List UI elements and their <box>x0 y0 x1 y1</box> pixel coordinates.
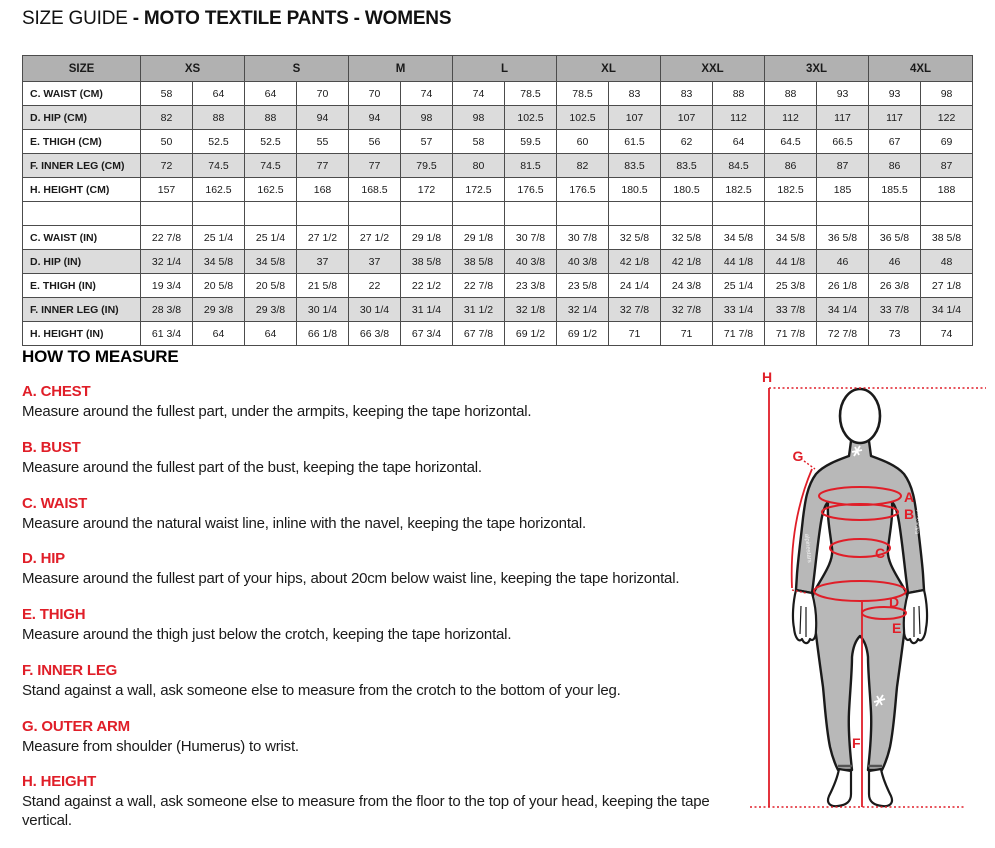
spacer-cell <box>817 202 869 226</box>
size-value-cell: 42 1/8 <box>661 250 713 274</box>
spacer-cell <box>921 202 973 226</box>
size-value-cell: 36 5/8 <box>869 226 921 250</box>
size-value-cell: 71 <box>609 322 661 346</box>
measure-text: Stand against a wall, ask someone else to measure from the floor to the top of your head, keeping the tape vertical. <box>22 793 710 829</box>
size-value-cell: 176.5 <box>557 178 609 202</box>
size-value-cell: 59.5 <box>505 130 557 154</box>
size-value-cell: 69 1/2 <box>557 322 609 346</box>
size-header-m: M <box>349 56 453 82</box>
row-label: C. WAIST (CM) <box>23 82 141 106</box>
size-value-cell: 162.5 <box>245 178 297 202</box>
size-value-cell: 27 1/8 <box>921 274 973 298</box>
size-value-cell: 33 7/8 <box>869 298 921 322</box>
size-value-cell: 40 3/8 <box>557 250 609 274</box>
size-value-cell: 72 <box>141 154 193 178</box>
size-column-header: SIZE <box>23 56 141 82</box>
size-value-cell: 67 7/8 <box>453 322 505 346</box>
measure-heading: B. BUST <box>22 438 81 456</box>
size-value-cell: 52.5 <box>245 130 297 154</box>
size-value-cell: 117 <box>869 106 921 130</box>
measure-text: Measure around the fullest part of your hips, about 20cm below waist line, keeping the tape horizontal. <box>22 570 680 588</box>
size-header-4xl: 4XL <box>869 56 973 82</box>
size-value-cell: 80 <box>453 154 505 178</box>
size-value-cell: 83.5 <box>661 154 713 178</box>
size-value-cell: 29 3/8 <box>245 298 297 322</box>
figure-label-b: B <box>904 506 915 522</box>
size-value-cell: 82 <box>557 154 609 178</box>
size-value-cell: 66 3/8 <box>349 322 401 346</box>
size-value-cell: 182.5 <box>713 178 765 202</box>
size-value-cell: 185.5 <box>869 178 921 202</box>
size-value-cell: 64 <box>193 82 245 106</box>
size-value-cell: 83.5 <box>609 154 661 178</box>
size-value-cell: 83 <box>661 82 713 106</box>
size-value-cell: 74.5 <box>193 154 245 178</box>
figure-label-a: A <box>904 489 915 505</box>
size-value-cell: 66.5 <box>817 130 869 154</box>
measure-sections <box>22 383 762 831</box>
size-value-cell: 29 3/8 <box>193 298 245 322</box>
size-value-cell: 172 <box>401 178 453 202</box>
size-value-cell: 107 <box>661 106 713 130</box>
measure-text: Stand against a wall, ask someone else to measure from the crotch to the bottom of your leg. <box>22 681 621 699</box>
size-value-cell: 20 5/8 <box>245 274 297 298</box>
size-value-cell: 82 <box>141 106 193 130</box>
size-value-cell: 37 <box>297 250 349 274</box>
size-value-cell: 60 <box>557 130 609 154</box>
size-value-cell: 58 <box>453 130 505 154</box>
size-value-cell: 27 1/2 <box>297 226 349 250</box>
size-value-cell: 19 3/4 <box>141 274 193 298</box>
spacer-cell <box>297 202 349 226</box>
size-value-cell: 26 3/8 <box>869 274 921 298</box>
left-forearm-brand-text: alpinestars <box>803 533 813 564</box>
figure-label-c: C <box>875 545 886 561</box>
size-value-cell: 182.5 <box>765 178 817 202</box>
left-foot <box>828 769 851 806</box>
spacer-cell <box>245 202 297 226</box>
size-value-cell: 72 7/8 <box>817 322 869 346</box>
size-value-cell: 73 <box>869 322 921 346</box>
size-value-cell: 87 <box>817 154 869 178</box>
size-value-cell: 31 1/2 <box>453 298 505 322</box>
figure-label-d: D <box>889 594 900 610</box>
table-row <box>23 322 973 346</box>
size-value-cell: 36 5/8 <box>817 226 869 250</box>
size-value-cell: 31 1/4 <box>401 298 453 322</box>
size-value-cell: 185 <box>817 178 869 202</box>
size-header-xs: XS <box>141 56 245 82</box>
spacer-cell <box>869 202 921 226</box>
size-value-cell: 86 <box>869 154 921 178</box>
measure-text: Measure from shoulder (Humerus) to wrist. <box>22 737 299 755</box>
size-value-cell: 30 7/8 <box>557 226 609 250</box>
figure-label-f: F <box>852 735 861 751</box>
size-value-cell: 34 5/8 <box>713 226 765 250</box>
spacer-cell <box>453 202 505 226</box>
head <box>840 389 880 443</box>
size-value-cell: 74 <box>921 322 973 346</box>
size-header-l: L <box>453 56 557 82</box>
size-value-cell: 78.5 <box>557 82 609 106</box>
table-row <box>23 106 973 130</box>
spacer-cell <box>193 202 245 226</box>
size-value-cell: 57 <box>401 130 453 154</box>
size-value-cell: 25 3/8 <box>765 274 817 298</box>
size-value-cell: 162.5 <box>193 178 245 202</box>
size-value-cell: 32 5/8 <box>609 226 661 250</box>
size-value-cell: 46 <box>817 250 869 274</box>
measure-heading: A. CHEST <box>22 383 91 400</box>
size-value-cell: 33 1/4 <box>713 298 765 322</box>
size-value-cell: 188 <box>921 178 973 202</box>
size-value-cell: 38 5/8 <box>401 250 453 274</box>
spacer-cell <box>349 202 401 226</box>
size-value-cell: 28 3/8 <box>141 298 193 322</box>
table-header-row <box>23 56 973 82</box>
size-value-cell: 168 <box>297 178 349 202</box>
size-value-cell: 88 <box>193 106 245 130</box>
figure-label-g: G <box>792 448 804 464</box>
size-value-cell: 64.5 <box>765 130 817 154</box>
size-value-cell: 37 <box>349 250 401 274</box>
size-value-cell: 86 <box>765 154 817 178</box>
size-value-cell: 42 1/8 <box>609 250 661 274</box>
measure-heading: H. HEIGHT <box>22 773 97 791</box>
size-value-cell: 22 1/2 <box>401 274 453 298</box>
table-row <box>23 226 973 250</box>
size-value-cell: 88 <box>245 106 297 130</box>
table-row <box>23 130 973 154</box>
table-row <box>23 82 973 106</box>
size-value-cell: 93 <box>817 82 869 106</box>
size-value-cell: 70 <box>349 82 401 106</box>
measure-section <box>22 439 762 478</box>
how-to-measure-heading: HOW TO MEASURE <box>22 347 179 366</box>
table-row <box>23 178 973 202</box>
size-value-cell: 98 <box>401 106 453 130</box>
size-guide-table <box>22 55 973 346</box>
size-value-cell: 22 7/8 <box>141 226 193 250</box>
size-value-cell: 71 <box>661 322 713 346</box>
size-value-cell: 32 7/8 <box>661 298 713 322</box>
size-value-cell: 93 <box>869 82 921 106</box>
measure-heading: C. WAIST <box>22 494 88 512</box>
size-value-cell: 21 5/8 <box>297 274 349 298</box>
table-row <box>23 250 973 274</box>
size-value-cell: 33 7/8 <box>765 298 817 322</box>
size-value-cell: 122 <box>921 106 973 130</box>
size-value-cell: 98 <box>453 106 505 130</box>
size-value-cell: 25 1/4 <box>193 226 245 250</box>
size-value-cell: 32 1/4 <box>141 250 193 274</box>
measure-text: Measure around the natural waist line, inline with the navel, keeping the tape horizontal. <box>22 514 587 532</box>
size-value-cell: 107 <box>609 106 661 130</box>
size-value-cell: 64 <box>245 322 297 346</box>
size-value-cell: 32 5/8 <box>661 226 713 250</box>
spacer-cell <box>713 202 765 226</box>
spacer-cell <box>401 202 453 226</box>
measure-section <box>22 550 762 589</box>
size-value-cell: 61 3/4 <box>141 322 193 346</box>
size-value-cell: 56 <box>349 130 401 154</box>
size-value-cell: 29 1/8 <box>453 226 505 250</box>
measure-section <box>22 383 762 422</box>
row-label: F. INNER LEG (CM) <box>23 154 141 178</box>
size-value-cell: 112 <box>765 106 817 130</box>
size-value-cell: 94 <box>297 106 349 130</box>
row-label: E. THIGH (CM) <box>23 130 141 154</box>
body-diagram <box>748 362 995 826</box>
size-value-cell: 44 1/8 <box>713 250 765 274</box>
size-value-cell: 77 <box>349 154 401 178</box>
size-value-cell: 74 <box>453 82 505 106</box>
row-label: D. HIP (IN) <box>23 250 141 274</box>
size-value-cell: 74 <box>401 82 453 106</box>
size-value-cell: 64 <box>193 322 245 346</box>
size-value-cell: 77 <box>297 154 349 178</box>
size-value-cell: 52.5 <box>193 130 245 154</box>
how-to-measure <box>22 347 762 848</box>
size-value-cell: 157 <box>141 178 193 202</box>
size-value-cell: 34 1/4 <box>817 298 869 322</box>
size-value-cell: 38 5/8 <box>921 226 973 250</box>
row-label: C. WAIST (IN) <box>23 226 141 250</box>
right-hand <box>904 590 927 643</box>
size-value-cell: 83 <box>609 82 661 106</box>
page-title-prefix: SIZE GUIDE <box>22 8 128 29</box>
size-value-cell: 71 7/8 <box>765 322 817 346</box>
spacer-cell <box>141 202 193 226</box>
size-value-cell: 30 1/4 <box>349 298 401 322</box>
size-value-cell: 58 <box>141 82 193 106</box>
size-value-cell: 27 1/2 <box>349 226 401 250</box>
size-value-cell: 71 7/8 <box>713 322 765 346</box>
spacer-cell <box>557 202 609 226</box>
size-value-cell: 34 5/8 <box>245 250 297 274</box>
size-value-cell: 70 <box>297 82 349 106</box>
table-row <box>23 298 973 322</box>
measure-heading: G. OUTER ARM <box>22 717 130 735</box>
measure-text: Measure around the fullest part of the bust, keeping the tape horizontal. <box>22 458 482 476</box>
measurement-figure <box>748 362 995 826</box>
size-value-cell: 69 1/2 <box>505 322 557 346</box>
size-value-cell: 30 1/4 <box>297 298 349 322</box>
size-value-cell: 172.5 <box>453 178 505 202</box>
right-foot <box>869 769 892 806</box>
size-header-xl: XL <box>557 56 661 82</box>
spacer-cell <box>609 202 661 226</box>
spacer-cell <box>661 202 713 226</box>
measure-section <box>22 495 762 534</box>
row-label: H. HEIGHT (IN) <box>23 322 141 346</box>
size-value-cell: 67 <box>869 130 921 154</box>
size-value-cell: 32 1/8 <box>505 298 557 322</box>
size-value-cell: 102.5 <box>505 106 557 130</box>
size-value-cell: 23 3/8 <box>505 274 557 298</box>
size-value-cell: 34 5/8 <box>765 226 817 250</box>
size-header-s: S <box>245 56 349 82</box>
row-label: H. HEIGHT (CM) <box>23 178 141 202</box>
measure-heading: E. THIGH <box>22 606 86 623</box>
size-value-cell: 180.5 <box>661 178 713 202</box>
page-title <box>22 8 451 30</box>
size-value-cell: 34 1/4 <box>921 298 973 322</box>
size-value-cell: 38 5/8 <box>453 250 505 274</box>
size-value-cell: 176.5 <box>505 178 557 202</box>
measure-text: Measure around the thigh just below the crotch, keeping the tape horizontal. <box>22 626 512 643</box>
spacer-cell <box>505 202 557 226</box>
measure-heading: D. HIP <box>22 550 65 568</box>
size-table-wrap <box>22 55 973 346</box>
size-value-cell: 66 1/8 <box>297 322 349 346</box>
size-value-cell: 23 5/8 <box>557 274 609 298</box>
size-value-cell: 88 <box>713 82 765 106</box>
size-value-cell: 67 3/4 <box>401 322 453 346</box>
table-spacer-row <box>23 202 973 226</box>
row-label: E. THIGH (IN) <box>23 274 141 298</box>
size-value-cell: 180.5 <box>609 178 661 202</box>
size-value-cell: 112 <box>713 106 765 130</box>
measure-section <box>22 773 762 831</box>
size-value-cell: 69 <box>921 130 973 154</box>
size-value-cell: 50 <box>141 130 193 154</box>
row-label: D. HIP (CM) <box>23 106 141 130</box>
size-value-cell: 87 <box>921 154 973 178</box>
measure-heading: F. INNER LEG <box>22 661 118 679</box>
figure-label-h: H <box>761 369 773 385</box>
size-value-cell: 32 1/4 <box>557 298 609 322</box>
size-header-xxl: XXL <box>661 56 765 82</box>
size-value-cell: 102.5 <box>557 106 609 130</box>
size-value-cell: 55 <box>297 130 349 154</box>
size-value-cell: 22 <box>349 274 401 298</box>
size-value-cell: 25 1/4 <box>245 226 297 250</box>
measure-section <box>22 606 762 645</box>
size-value-cell: 24 3/8 <box>661 274 713 298</box>
size-value-cell: 34 5/8 <box>193 250 245 274</box>
row-label: F. INNER LEG (IN) <box>23 298 141 322</box>
table-body <box>23 82 973 346</box>
size-value-cell: 40 3/8 <box>505 250 557 274</box>
table-row <box>23 154 973 178</box>
figure-label-e: E <box>892 620 902 636</box>
size-value-cell: 88 <box>765 82 817 106</box>
size-value-cell: 24 1/4 <box>609 274 661 298</box>
left-hand <box>793 590 816 643</box>
size-value-cell: 61.5 <box>609 130 661 154</box>
spacer-cell <box>23 202 141 226</box>
size-value-cell: 30 7/8 <box>505 226 557 250</box>
size-value-cell: 25 1/4 <box>713 274 765 298</box>
size-value-cell: 29 1/8 <box>401 226 453 250</box>
size-value-cell: 26 1/8 <box>817 274 869 298</box>
size-value-cell: 64 <box>245 82 297 106</box>
size-value-cell: 48 <box>921 250 973 274</box>
size-value-cell: 22 7/8 <box>453 274 505 298</box>
measure-section <box>22 662 762 701</box>
measure-text: Measure around the fullest part, under the armpits, keeping the tape horizontal. <box>22 403 532 420</box>
size-value-cell: 44 1/8 <box>765 250 817 274</box>
size-header-3xl: 3XL <box>765 56 869 82</box>
size-value-cell: 20 5/8 <box>193 274 245 298</box>
size-value-cell: 74.5 <box>245 154 297 178</box>
size-value-cell: 79.5 <box>401 154 453 178</box>
size-value-cell: 94 <box>349 106 401 130</box>
size-value-cell: 117 <box>817 106 869 130</box>
size-value-cell: 62 <box>661 130 713 154</box>
page-title-main: - MOTO TEXTILE PANTS - WOMENS <box>132 8 452 29</box>
size-value-cell: 98 <box>921 82 973 106</box>
size-value-cell: 64 <box>713 130 765 154</box>
measure-section <box>22 718 762 757</box>
size-value-cell: 168.5 <box>349 178 401 202</box>
size-value-cell: 78.5 <box>505 82 557 106</box>
size-value-cell: 84.5 <box>713 154 765 178</box>
size-value-cell: 46 <box>869 250 921 274</box>
table-row <box>23 274 973 298</box>
size-value-cell: 32 7/8 <box>609 298 661 322</box>
size-value-cell: 81.5 <box>505 154 557 178</box>
spacer-cell <box>765 202 817 226</box>
right-forearm-brand-text: alpinestars <box>913 504 923 535</box>
